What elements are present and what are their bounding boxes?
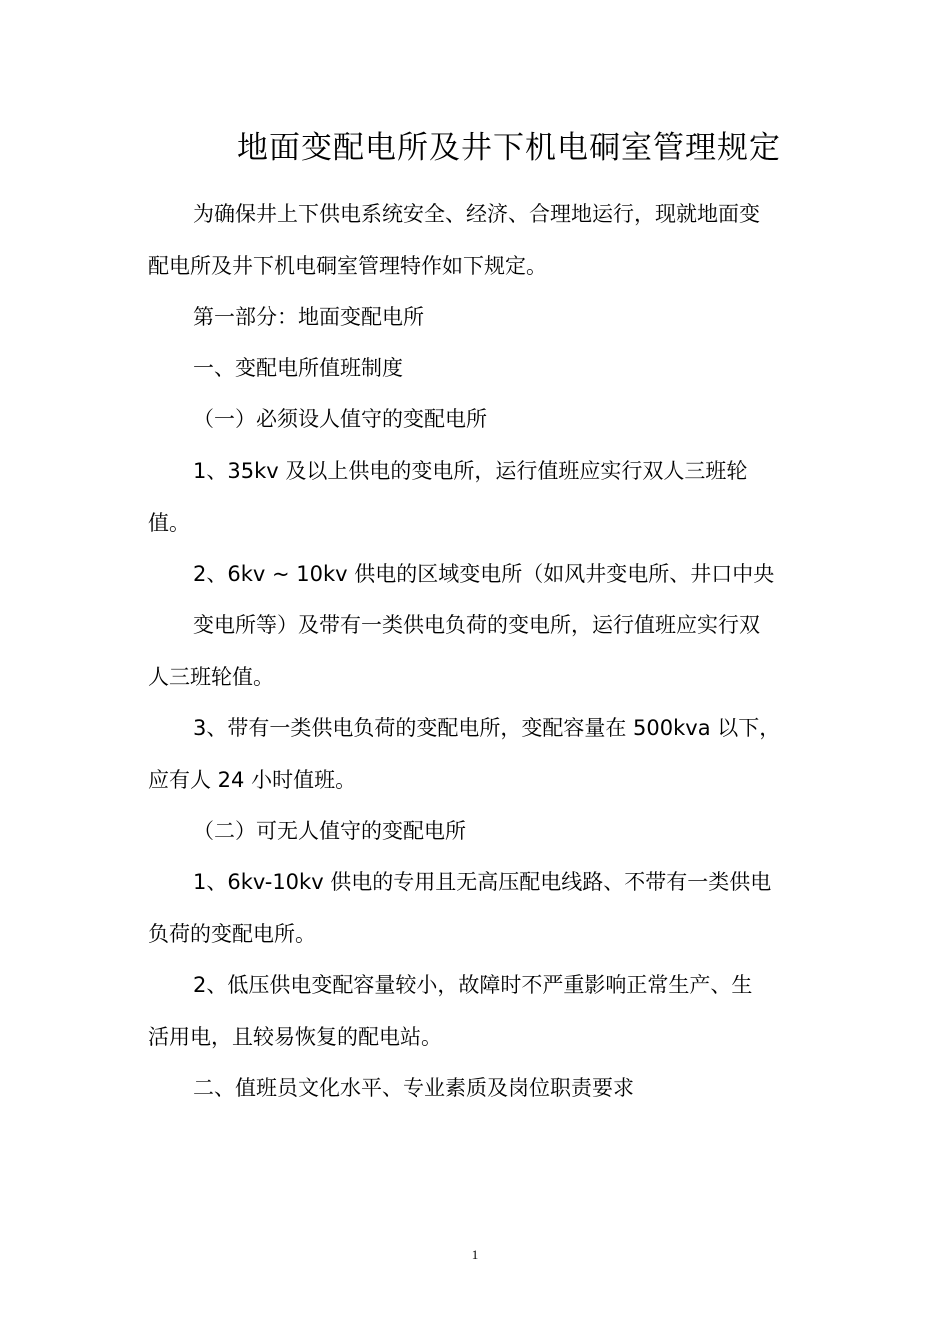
item-3-line-2: 应有人 24 小时值班。 xyxy=(148,768,357,792)
page-number: 1 xyxy=(471,1247,479,1262)
item-3-line-1: 3、带有一类供电负荷的变配电所，变配容量在 500kva 以下， xyxy=(193,716,781,740)
paragraph-intro-line-2: 配电所及井下机电硐室管理特作如下规定。 xyxy=(148,254,547,278)
unstaffed-item-2-line-1: 2、低压供电变配容量较小，故障时不严重影响正常生产、生 xyxy=(193,973,753,997)
subsection-heading-staffed: （一）必须设人值守的变配电所 xyxy=(193,407,487,431)
unstaffed-item-1-line-2: 负荷的变配电所。 xyxy=(148,922,316,946)
item-1-line-2: 值。 xyxy=(148,511,190,535)
document-title: 地面变配电所及井下机电硐室管理规定 xyxy=(237,130,781,166)
subsection-heading-unstaffed: （二）可无人值守的变配电所 xyxy=(193,819,466,843)
section-heading-part-one: 第一部分：地面变配电所 xyxy=(193,305,424,329)
unstaffed-item-1-line-1: 1、6kv-10kv 供电的专用且无高压配电线路、不带有一类供电 xyxy=(193,870,772,894)
item-2-line-3: 人三班轮值。 xyxy=(148,665,274,689)
unstaffed-item-2-line-2: 活用电，且较易恢复的配电站。 xyxy=(148,1025,442,1049)
paragraph-intro-line-1: 为确保井上下供电系统安全、经济、合理地运行，现就地面变 xyxy=(193,202,760,226)
item-2-line-1: 2、6kv ~ 10kv 供电的区域变电所（如风井变电所、井口中央 xyxy=(193,562,775,586)
item-2-line-2: 变电所等）及带有一类供电负荷的变电所，运行值班应实行双 xyxy=(193,613,760,637)
section-heading-duty-system: 一、变配电所值班制度 xyxy=(193,356,403,380)
section-heading-staff-requirements: 二、值班员文化水平、专业素质及岗位职责要求 xyxy=(193,1076,634,1100)
item-1-line-1: 1、35kv 及以上供电的变电所，运行值班应实行双人三班轮 xyxy=(193,459,748,483)
